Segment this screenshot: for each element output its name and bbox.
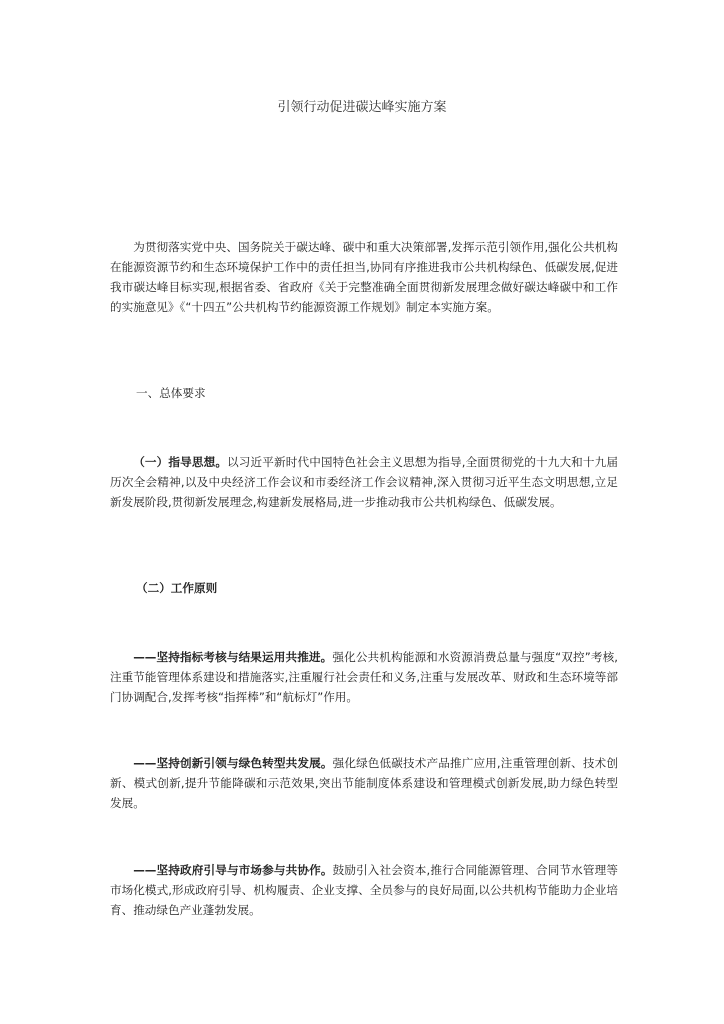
principle-paragraph	[110, 647, 618, 707]
principle-text: 鼓励引入社会资本,推行合同能源管理、合同节水管理等市场化模式,形成政府引导、机构履责、企业支撑、全员参与的良好局面,以公共机构节能助力企业培育、推动绿色产业蓬勃发展。	[110, 863, 618, 917]
principle-label: ——坚持指标考核与结果运用共推进。	[133, 650, 333, 664]
guiding-thought-paragraph	[110, 452, 618, 512]
principle-text: 强化绿色低碳技术产品推广应用,注重管理创新、技术创新、模式创新,提升节能降碳和示范效果,突出节能制度体系建设和管理模式创新发展,助力绿色转型发展。	[110, 756, 618, 810]
guiding-thought-text: 以习近平新时代中国特色社会主义思想为指导,全面贯彻党的十九大和十九届历次全会精神,以及中央经济工作会议和市委经济工作会议精神,深入贯彻习近平生态文明思想,立足新发展阶段,贯彻新发展理念,构建新发展格局,进一步推动我市公共机构绿色、低碳发展。	[110, 455, 618, 509]
section-heading-work-principles: （二）工作原则	[136, 581, 218, 595]
intro-paragraph: 为贯彻落实党中央、国务院关于碳达峰、碳中和重大决策部署,发挥示范引领作用,强化公共机构在能源资源节约和生态环境保护工作中的责任担当,协同有序推进我市公共机构绿色、低碳发展,促进我市碳达峰目标实现,根据省委、省政府《关于完整准确全面贯彻新发展理念做好碳达峰碳中和工作的实施意见》《“十四五”公共机构节约能源资源工作规划》制定本实施方案。	[110, 240, 618, 314]
principle-label: ——坚持政府引导与市场参与共协作。	[133, 863, 333, 877]
section-heading-general-requirements: 一、总体要求	[136, 386, 206, 400]
principle-paragraph	[110, 860, 618, 920]
guiding-thought-label: （一）指导思想。	[133, 455, 228, 469]
principle-label: ——坚持创新引领与绿色转型共发展。	[133, 756, 333, 770]
principle-text: 强化公共机构能源和水资源消费总量与强度“双控”考核,注重节能管理体系建设和措施落实,注重履行社会责任和义务,注重与发展改革、财政和生态环境等部门协调配合,发挥考核“指挥棒”和“航标灯”作用。	[110, 650, 618, 704]
principle-paragraph	[110, 753, 618, 813]
document-title: 引领行动促进碳达峰实施方案	[277, 100, 447, 115]
